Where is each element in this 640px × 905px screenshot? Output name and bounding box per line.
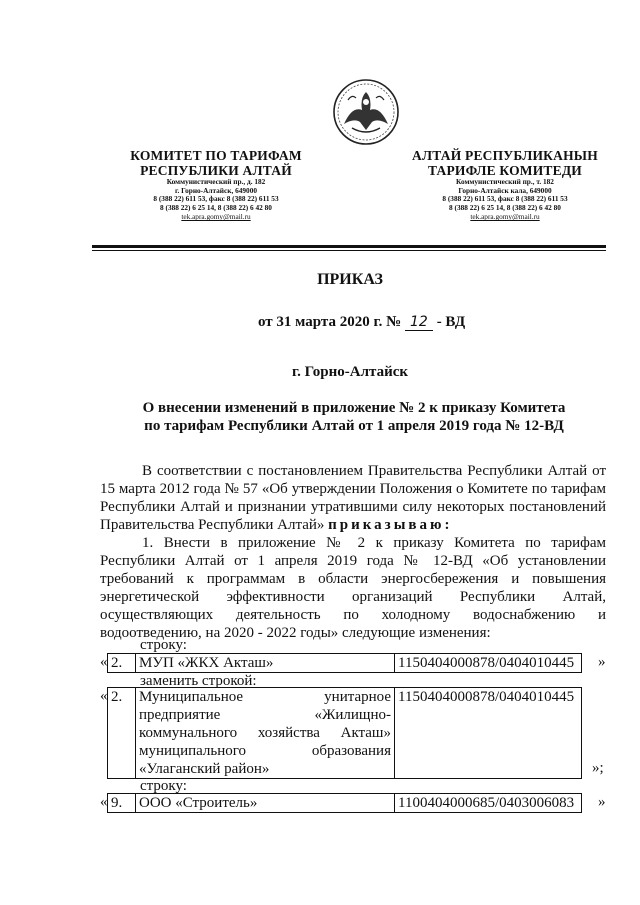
label-row-2: строку:: [140, 778, 187, 794]
phone-line1: 8 (388 22) 611 53, факс 8 (388 22) 611 53: [153, 194, 279, 204]
row-number: 2.: [108, 688, 136, 779]
paragraph-2: 1. Внести в приложение № 2 к приказу Комитета по тарифам Республики Алтай от 1 апреля 2019 года № 12-ВД «Об установлении требований к программам в области энергосбережения и повышения энергетической эффективности организаций Республики Алтай, осуществляющих деятельность по холодному водоснабжению и водоотведению, на 2020 - 2022 годы» следующие изменения:: [100, 535, 606, 641]
row-number: 9.: [108, 794, 136, 813]
label-row-1: строку:: [140, 637, 187, 653]
email-link[interactable]: tek.apra.gomy@mail.ru: [181, 212, 251, 222]
org-name: Муниципальное унитарное предприятие «Жилищно-коммунального хозяйства Акташ» муниципального образования «Улаганский район»: [136, 688, 395, 779]
header-divider-thick: [92, 245, 606, 248]
quote-close-semicolon: »;: [592, 760, 604, 776]
address-line2: Горно-Алтайск кала, 649000: [458, 185, 552, 195]
order-word: приказываю:: [328, 517, 453, 533]
address-line2: г. Горно-Алтайск, 649000: [174, 185, 257, 195]
paragraph-1: [100, 462, 606, 534]
quote-close-1: »: [598, 654, 606, 670]
org-code: 1100404000685/0403006083: [395, 794, 582, 813]
altai-republic-emblem-icon: [322, 78, 410, 146]
city: г. Горно-Алтайск: [291, 364, 409, 380]
table-row-new: [107, 687, 582, 779]
table-row-old-1: [107, 653, 582, 673]
header-right: [375, 148, 635, 221]
phone-line1: 8 (388 22) 611 53, факс 8 (388 22) 611 53: [442, 194, 568, 204]
email-link[interactable]: tek.apra.gomy@mail.ru: [470, 212, 540, 222]
document-title: ПРИКАЗ: [317, 271, 383, 288]
phone-line2: 8 (388 22) 6 25 14, 8 (388 22) 6 42 80: [449, 202, 561, 212]
paragraph-1-text: В соответствии с постановлением Правительства Республики Алтай от 15 марта 2012 года № 57 «Об утверждении Положения о Комитете по тарифам Республики Алтай и признании утратившими силу некоторых постановлений Правительства Республики Алтай»: [100, 463, 606, 533]
subject-line2: по тарифам Республики Алтай от 1 апреля 2019 года № 12-ВД: [144, 418, 564, 434]
table-row-old-2: [107, 793, 582, 813]
org-name: МУП «ЖКХ Акташ»: [136, 654, 395, 673]
committee-name-alt-line2: ТАРИФЛЕ КОМИТЕДИ: [427, 163, 583, 178]
order-date-line: [258, 314, 465, 331]
phone-line2: 8 (388 22) 6 25 14, 8 (388 22) 6 42 80: [160, 202, 272, 212]
order-number: 12: [405, 314, 433, 331]
quote-open-1: «: [100, 654, 108, 670]
org-code: 1150404000878/0404010445: [395, 688, 582, 779]
committee-name-ru-line1: КОМИТЕТ ПО ТАРИФАМ: [130, 148, 302, 163]
header-divider-thin: [92, 250, 606, 251]
quote-close-3: »: [598, 794, 606, 810]
org-name: ООО «Строитель»: [136, 794, 395, 813]
row-number: 2.: [108, 654, 136, 673]
date-prefix: от 31 марта 2020 г. №: [258, 314, 402, 330]
header-left: [86, 148, 346, 221]
label-replace: заменить строкой:: [140, 673, 257, 689]
org-code: 1150404000878/0404010445: [395, 654, 582, 673]
address-line1: Коммунистический пр., т. 182: [456, 177, 554, 186]
subject-line1: О внесении изменений в приложение № 2 к приказу Комитета: [142, 400, 566, 416]
order-subject: [108, 399, 600, 435]
address-line1: Коммунистический пр., д. 182: [166, 177, 266, 186]
committee-name-ru-line2: РЕСПУБЛИКИ АЛТАЙ: [140, 163, 292, 178]
quote-open-3: «: [100, 794, 108, 810]
date-suffix: - ВД: [436, 314, 466, 330]
quote-open-2: «: [100, 688, 108, 704]
committee-name-alt-line1: АЛТАЙ РЕСПУБЛИКАНЫН: [412, 148, 598, 163]
